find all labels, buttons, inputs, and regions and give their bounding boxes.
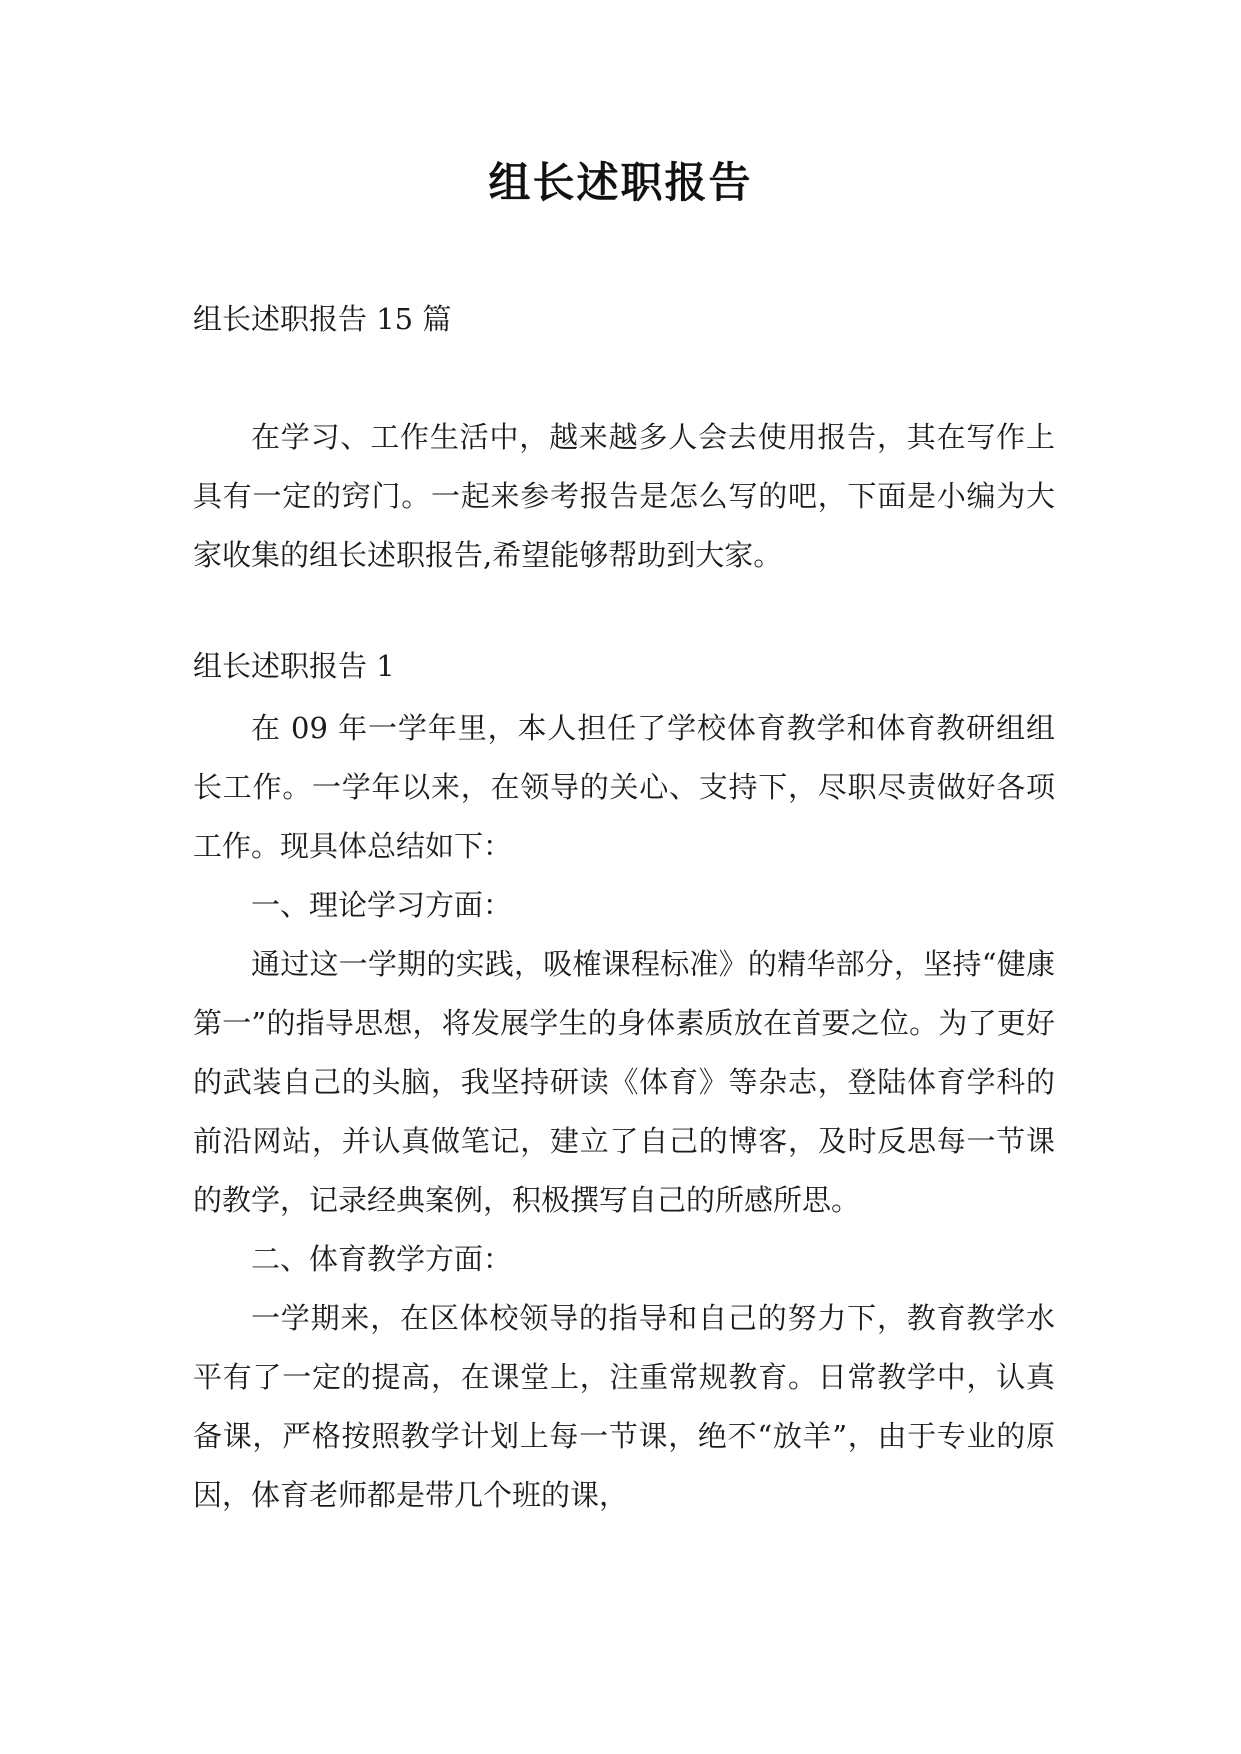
intro-paragraph: 在学习、工作生活中，越来越多人会去使用报告，其在写作上具有一定的窍门。一起来参考报告是怎么写的吧，下面是小编为大家收集的组长述职报告,希望能够帮助到大家。 (193, 420, 1055, 572)
document-subtitle: 组长述职报告 15 篇 (193, 302, 452, 336)
body-heading-theory: 一、理论学习方面： (251, 888, 513, 922)
document-title: 组长述职报告 (488, 158, 753, 207)
body-paragraph: 一学期来，在区体校领导的指导和自己的努力下，教育教学水平有了一定的提高，在课堂上，注重常规教育。日常教学中，认真备课，严格按照教学计划上每一节课，绝不“放羊”，由于专业的原因，体育老师都是带几个班的课， (193, 1301, 1055, 1512)
intro-block (193, 408, 1055, 585)
section-body (193, 699, 1055, 1525)
body-paragraph: 通过这一学期的实践，吸榷课程标准》的精华部分，坚持“健康第一”的指导思想，将发展学生的身体素质放在首要之位。为了更好的武装自己的头脑，我坚持研读《体育》等杂志，登陆体育学科的前沿网站，并认真做笔记，建立了自己的博客，及时反思每一节课的教学，记录经典案例，积极撰写自己的所感所思。 (193, 947, 1055, 1217)
body-paragraph: 在 09 年一学年里，本人担任了学校体育教学和体育教研组组长工作。一学年以来，在领导的关心、支持下，尽职尽责做好各项工作。现具体总结如下： (193, 711, 1055, 863)
body-heading-teaching: 二、体育教学方面： (251, 1242, 513, 1276)
section-title: 组长述职报告 1 (193, 649, 395, 683)
